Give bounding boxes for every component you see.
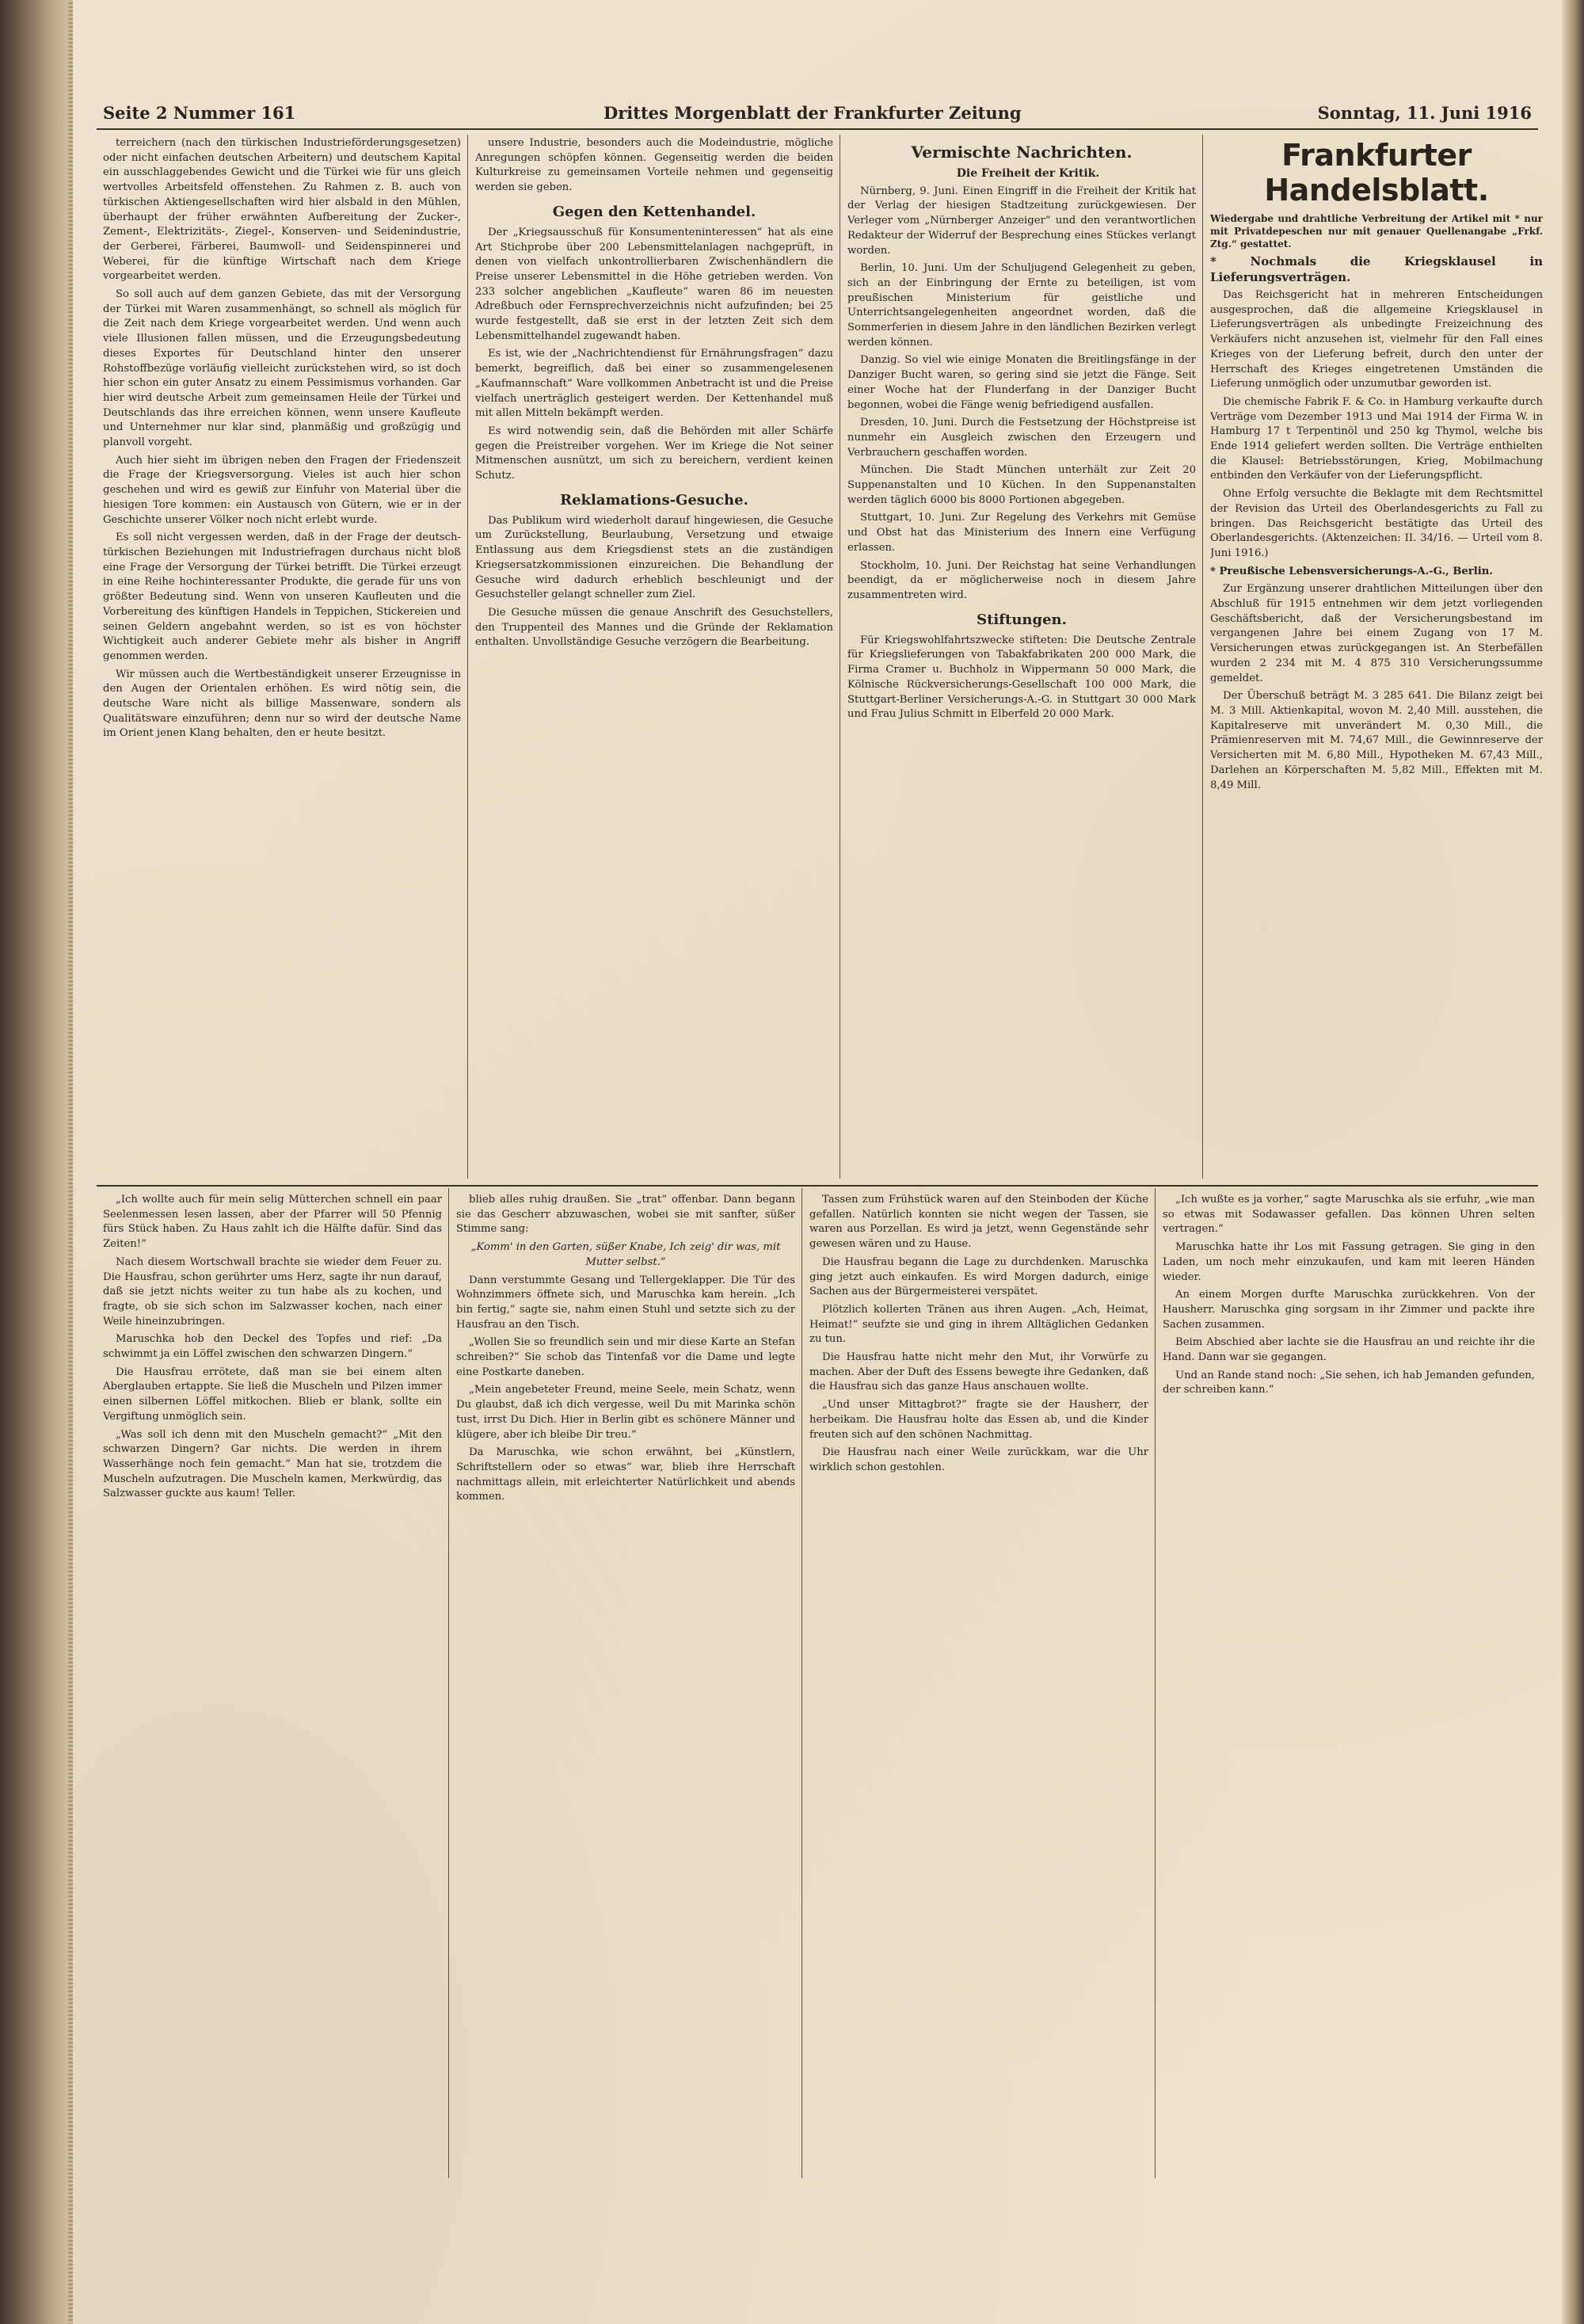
header-page-number: Seite 2 Nummer 161 bbox=[103, 103, 296, 123]
column-3-vermischte-nachrichten bbox=[847, 136, 1196, 1178]
article-subtitle-kritik: Die Freiheit der Kritik. bbox=[956, 167, 1100, 180]
col4-paragraph: Ohne Erfolg versuchte die Beklagte mit dem Rechtsmittel der Revision das Urteil des Oberlandesgerichts zu Fall zu bringen. Das Reichsgericht bestätigte das Urteil des Oberlandesgerichts. (Aktenzeichen: II. 34/16. — Urteil vom 8. Juni 1916.) bbox=[1210, 488, 1543, 559]
reprint-notice: Wiedergabe und drahtliche Verbreitung der Artikel mit * nur mit Privatdepeschen nur mit genauer Quellenangabe „Frkf. Ztg.“ gestattet. bbox=[1210, 213, 1543, 250]
story-paragraph: Maruschka hatte ihr Los mit Fassung getragen. Sie ging in den Laden, um noch mehr einzukaufen, und kam mit leeren Händen wieder. bbox=[1163, 1241, 1535, 1283]
handelsblatt-masthead: Frankfurter Handelsblatt. bbox=[1264, 138, 1489, 208]
col2-paragraph: unsere Industrie, besonders auch die Modeindustrie, mögliche Anregungen schöpfen können. Gegenseitig werden die beiden Kulturkreise zu gemeinsamen Vorteile nehmen und gegenseitig werden sie geben. bbox=[475, 137, 833, 194]
story-paragraph: „Und unser Mittagbrot?“ fragte sie der Hausherr, der herbeikam. Die Hausfrau holte das Essen ab, und die Kinder freuten sich auf den schönen Nachmittag. bbox=[809, 1399, 1148, 1441]
story-paragraph: Und an Rande stand noch: „Sie sehen, ich hab Jemanden gefunden, der schreiben kann.“ bbox=[1163, 1369, 1535, 1396]
story-paragraph: Beim Abschied aber lachte sie die Hausfrau an und reichte ihr die Hand. Dann war sie gegangen. bbox=[1163, 1336, 1535, 1364]
col2-paragraph: Die Gesuche müssen die genaue Anschrift des Gesuchstellers, den Truppenteil des Mannes und die Gründe der Reklamation enthalten. Unvollständige Gesuche verzögern die Bearbeitung. bbox=[475, 606, 833, 649]
story-paragraph: An einem Morgen durfte Maruschka zurückkehren. Von der Hausherr. Maruschka ging sorgsam in ihr Zimmer und packte ihre Sachen zusammen. bbox=[1163, 1289, 1535, 1331]
page-right-edge bbox=[1562, 0, 1584, 2324]
news-item: Dresden, 10. Juni. Durch die Festsetzung der Höchstpreise ist nunmehr ein Ausgleich zwischen den Erzeugern und Verbrauchern geschaffen worden. bbox=[847, 417, 1196, 459]
book-binding-edge bbox=[0, 0, 73, 2324]
column-divider bbox=[467, 135, 468, 1179]
feuilleton-column-2 bbox=[456, 1193, 795, 2175]
col4-paragraph: Zur Ergänzung unserer drahtlichen Mitteilungen über den Abschluß für 1915 entnehmen wir dem jetzt vorliegenden Geschäftsbericht, daß der Versicherungsbestand im vergangenen Jahre bei einem Zugang von 17 M. Versicherungen etwas zurückgegangen ist. An Sterbefällen wurden 2 234 mit M. 4 875 310 Versicherungssumme gemeldet. bbox=[1210, 583, 1543, 684]
article-title-kriegsklausel: * Nochmals die Kriegsklausel in Lieferungsverträgen. bbox=[1210, 254, 1543, 284]
col2-paragraph: Es wird notwendig sein, daß die Behörden mit aller Schärfe gegen die Preistreiber vorgehen. Wer im Kriege die Not seiner Mitmenschen ausnützt, um sich zu bereichern, verdient keinen Schutz. bbox=[475, 425, 833, 482]
col1-paragraph: terreichern (nach den türkischen Industrieförderungsgesetzen) oder nicht einfachen deutschen Arbeitern) und deutschem Kapital ein ausschlaggebendes Gewicht und die Türkei wie für uns gleich wertvolles Arbeitsfeld offenstehen. Zu Rahmen z. B. auch von türkischen Aktiengesellschaften wird hier alsbald in den Mühlen, überhaupt der früher erwähnten Aufbereitung der Zucker-, Zement-, Elektrizitäts-, Ziegel-, Konserven- und Seidenindustrie, der Gerberei, Färberei, Baumwoll- und Seidenspinnerei und Weberei, für die künftige Wirtschaft nach dem Kriege vorgearbeitet werden. bbox=[103, 137, 461, 283]
news-item: München. Die Stadt München unterhält zur Zeit 20 Suppenanstalten und 10 Küchen. In den Suppenanstalten werden täglich 6000 bis 8000 Portionen abgegeben. bbox=[847, 464, 1196, 506]
article-title-reklamations: Reklamations-Gesuche. bbox=[560, 491, 748, 509]
story-paragraph: „Ich wußte es ja vorher,“ sagte Maruschka als sie erfuhr, „wie man so etwas mit Sodawasser gefallen. Das können Uhren selten vertragen.“ bbox=[1163, 1194, 1535, 1236]
story-paragraph: „Mein angebeteter Freund, meine Seele, mein Schatz, wenn Du glaubst, daß ich dich vergesse, weil Du mit Marinka schön tust, irrst Du Dich. Hier in Berlin gibt es schönere Männer und klügere, aber ich bleibe Dir treu.“ bbox=[456, 1384, 795, 1441]
story-paragraph: „Was soll ich denn mit den Muscheln gemacht?“ „Mit den schwarzen Dingern? Gar nichts. Die werden in ihrem Wasserhänge noch fein gemacht.“ Man hat sie, trotzdem die Muscheln aufzutragen. Die Muscheln kamen, Merkwürdig, das Salzwasser guckte aus kaum! Teller. bbox=[103, 1428, 442, 1500]
story-verse: „Komm' in den Garten, süßer Knabe, Ich zeig' dir was, mit Mutter selbst.“ bbox=[470, 1241, 781, 1268]
col1-paragraph: Auch hier sieht im übrigen neben den Fragen der Friedenszeit die Frage der Kriegsversorgung. Vieles ist auch hier schon geschehen und wird es gewiß zur Einfuhr von Material über die hiesigen Tore kommen: ein Austausch von Gütern, wie er in der Geschichte unserer Völker noch nicht erlebt wurde. bbox=[103, 454, 461, 526]
news-item: Für Kriegswohlfahrtszwecke stifteten: Die Deutsche Zentrale für Kriegslieferungen von Tabakfabrikaten 200 000 Mark, die Firma Cramer u. Buchholz in Wippermann 50 000 Mark, die Kölnische Rückversicherungs-Gesellschaft 100 000 Mark, die Stuttgart-Berliner Versicherungs-A.-G. in Stuttgart 30 000 Mark und Frau Julius Schmitt in Elberfeld 20 000 Mark. bbox=[847, 634, 1196, 721]
column-4-handelsblatt bbox=[1210, 136, 1543, 1178]
news-item: Berlin, 10. Juni. Um der Schuljugend Gelegenheit zu geben, sich an der Einbringung der Ernte zu beteiligen, ist vom preußischen Ministerium für geistliche und Unterrichtsangelegenheiten angeordnet worden, daß die Sommerferien in diesem Jahre in den ländlichen Bezirken verlegt werden können. bbox=[847, 262, 1196, 349]
column-1-turkey-trade bbox=[103, 136, 461, 1178]
section-title-vermischte: Vermischte Nachrichten. bbox=[911, 143, 1133, 162]
col2-paragraph: Es ist, wie der „Nachrichtendienst für Ernährungsfragen“ dazu bemerkt, begreiflich, daß bei einer so zusammengelesenen „Kaufmannschaft“ Ware vollkommen Anbetracht ist und die Preise vielfach unerträglich gesteigert werden. Der Kettenhandel muß mit allen Mitteln bekämpft werden. bbox=[475, 348, 833, 420]
col2-paragraph: Das Publikum wird wiederholt darauf hingewiesen, die Gesuche um Zurückstellung, Beurlaubung, Versetzung und etwaige Entlassung aus dem Kriegsdienst stets an die zuständigen Kriegsersatzkommissionen einzureichen. Die Behandlung der Gesuche wird dadurch erheblich beschleunigt und der Gesuchsteller gelangt schneller zum Ziel. bbox=[475, 514, 833, 601]
news-item: Danzig. So viel wie einige Monaten die Breitlingsfänge in der Danziger Bucht waren, so gering sind sie jetzt die Fänge. Seit einer Woche hat der Flunderfang in der Danziger Bucht begonnen, wobei die Fänge wenig befriedigend ausfallen. bbox=[847, 354, 1196, 411]
col4-paragraph: Das Reichsgericht hat in mehreren Entscheidungen ausgesprochen, daß die allgemeine Kriegsklausel in Lieferungsverträgen als unbedingte Freizeichnung des Verkäufers nicht anzusehen ist, vielmehr für den Fall eines Krieges von der Lieferung befreit, durch den unter der Herrschaft des Krieges eingetretenen Umständen die Lieferung unmöglich oder unzumutbar geworden ist. bbox=[1210, 289, 1543, 391]
article-title-lebensversicherung: * Preußische Lebensversicherungs-A.-G., Berlin. bbox=[1210, 565, 1493, 577]
story-paragraph: „Wollen Sie so freundlich sein und mir diese Karte an Stefan schreiben?“ Sie schob das Tintenfaß vor die Dame und legte eine Postkarte daneben. bbox=[456, 1336, 795, 1378]
header-date: Sonntag, 11. Juni 1916 bbox=[1317, 103, 1532, 123]
col4-paragraph: Die chemische Fabrik F. & Co. in Hamburg verkaufte durch Verträge vom Dezember 1913 und Mai 1914 der Firma W. in Hamburg 17 t Terpentinöl und 250 kg Thymol, welche bis Ende 1914 geliefert werden sollten. Die Verträge enthielten die Klausel: Betriebsstörungen, Krieg, Mobilmachung entbinden den Verkäufer von der Lieferungspflicht. bbox=[1210, 395, 1543, 482]
news-item: Stuttgart, 10. Juni. Zur Regelung des Verkehrs mit Gemüse und Obst hat das Ministerium des Innern eine Verfügung erlassen. bbox=[847, 512, 1196, 554]
col4-paragraph: Der Überschuß beträgt M. 3 285 641. Die Bilanz zeigt bei M. 3 Mill. Aktienkapital, wovon M. 2,40 Mill. ausstehen, die Kapitalreserve mit unverändert M. 0,30 Mill., die Prämienreserven mit M. 74,67 Mill., die Gewinnreserve der Versicherten mit M. 6,80 Mill., Hypotheken M. 67,43 Mill., Darlehen an Körperschaften M. 5,82 Mill., Effekten mit M. 8,49 Mill. bbox=[1210, 690, 1543, 791]
news-item: Nürnberg, 9. Juni. Einen Eingriff in die Freiheit der Kritik hat der Verlag der hiesigen Stadtzeitung zurückgewiesen. Der Verleger vom „Nürnberger Anzeiger“ und den verantwortlichen Redakteur der Widerruf der Besprechung eines Stückes verlangt worden. bbox=[847, 185, 1196, 257]
column-divider bbox=[1155, 1188, 1156, 2178]
newspaper-page bbox=[73, 0, 1562, 2324]
story-paragraph: Plötzlich kollerten Tränen aus ihren Augen. „Ach, Heimat, Heimat!“ seufzte sie und ging in ihrem Alltäglichen Gedanken zu tun. bbox=[809, 1303, 1148, 1346]
story-paragraph: Die Hausfrau hatte nicht mehr den Mut, ihr Vorwürfe zu machen. Aber der Duft des Essens bewegte ihre Gedanken, daß die Hausfrau sich das ganze Haus anschauen wollte. bbox=[809, 1351, 1148, 1393]
story-paragraph: Die Hausfrau errötete, daß man sie bei einem alten Aberglauben ertappte. Sie ließ die Muscheln und Pilzen immer einen silbernen Löffel mitkochen. Blieb er blank, sollte ein Vergiftung unmöglich sein. bbox=[103, 1366, 442, 1423]
col1-paragraph: Es soll nicht vergessen werden, daß in der Frage der deutsch-türkischen Beziehungen mit Industriefragen durchaus nicht bloß eine Frage der Versorgung der Türkei betrifft. Die Türkei erzeugt in eine Reihe hochinteressanter Produkte, die gerade für uns von größter Bedeutung sind. Wenn von unseren Kaufleuten und die Vorbereitung des künftigen Handels in Teppichen, Stickereien und seinen Geldern angebahnt werden, so ist es von höchster Wichtigkeit auch anderer Gebiete mehr als bisher in Angriff genommen werden. bbox=[103, 531, 461, 662]
column-2-kettenhandel bbox=[475, 136, 833, 1178]
page-header bbox=[97, 101, 1538, 130]
story-paragraph: Die Hausfrau nach einer Weile zurückkam, war die Uhr wirklich schon gestohlen. bbox=[809, 1446, 1148, 1473]
column-divider bbox=[1202, 135, 1203, 1179]
feuilleton-column-3 bbox=[809, 1193, 1148, 2175]
story-paragraph: Die Hausfrau begann die Lage zu durchdenken. Maruschka ging jetzt auch einkaufen. Es wird Morgen dadurch, einige Sachen aus der Bürgermeisterei verspätet. bbox=[809, 1255, 1148, 1298]
story-paragraph: Dann verstummte Gesang und Tellergeklapper. Die Tür des Wohnzimmers öffnete sich, und Maruschka kam herein. „Ich bin fertig,“ sagte sie, nahm einen Stuhl und setzte sich zu der Hausfrau an den Tisch. bbox=[456, 1274, 795, 1331]
col2-paragraph: Der „Kriegsausschuß für Konsumenteninteressen“ hat als eine Art Stichprobe über 200 Lebensmittelanlagen nachgeprüft, in denen von vielfach unkontrollierbaren Zwischenhändlern die Preise unserer Lebensmittel in die Höhe getrieben werden. Von 233 solcher angeblichen „Kaufleute“ waren 86 im neuesten Adreßbuch oder Fernsprechverzeichnis nicht aufzufinden; bei 25 wurde festgestellt, daß sie erst in der letzten Zeit sich dem Lebensmittelhandel zugewandt haben. bbox=[475, 226, 833, 342]
news-item: Stockholm, 10. Juni. Der Reichstag hat seine Verhandlungen beendigt, da er möglicherweise noch in diesem Jahre zusammentreten wird. bbox=[847, 559, 1196, 601]
header-newspaper-title: Drittes Morgenblatt der Frankfurter Zeitung bbox=[604, 103, 1022, 123]
feuilleton-column-1 bbox=[103, 1193, 442, 2175]
feuilleton-column-4 bbox=[1163, 1193, 1535, 2175]
col1-paragraph: Wir müssen auch die Wertbeständigkeit unserer Erzeugnisse in den Augen der Orientalen erhöhen. Es wird nötig sein, die deutsche Ware nicht als billige Massenware, sondern als Qualitätsware einzuführen; denn nur so wird der deutsche Name im Orient jenen Klang behalten, den er heute besitzt. bbox=[103, 668, 461, 740]
column-divider bbox=[448, 1188, 449, 2178]
story-paragraph: „Ich wollte auch für mein selig Mütterchen schnell ein paar Seelenmessen lesen lassen, aber der Pfarrer will 50 Pfennig fürs Stück haben. Zu Haus zahlt ich die Hälfte dafür. Sind das Zeiten!“ bbox=[103, 1194, 442, 1251]
story-paragraph: blieb alles ruhig draußen. Sie „trat“ offenbar. Dann begann sie das Gescherr abzuwaschen, wobei sie mit sanfter, süßer Stimme sang: bbox=[456, 1194, 795, 1236]
feuilleton-divider bbox=[97, 1185, 1538, 1187]
story-paragraph: Maruschka hob den Deckel des Topfes und rief: „Da schwimmt ja ein Löffel zwischen den schwarzen Dingern.“ bbox=[103, 1333, 442, 1361]
col1-paragraph: So soll auch auf dem ganzen Gebiete, das mit der Versorgung der Türkei mit Waren zusammenhängt, so schnell als möglich für die Zeit nach dem Kriege vorgearbeitet werden. Und wenn auch viele Illusionen fallen müssen, und die Erzeugungsbedeutung dieses Exportes für Deutschland hinter den unserer Rohstoffbezüge vorläufig vielleicht zurückstehen wird, so ist doch hier schon ein guter Ansatz zu einem Pessimismus vorhanden. Gar hier wird deutsche Arbeit zum gemeinsamen Heile der Türkei und Deutschlands das ihre erreichen können, wenn unsere Kaufleute und Unternehmer nur klar sind, planmäßig und großzügig und planvoll vorgeht. bbox=[103, 288, 461, 449]
story-paragraph: Nach diesem Wortschwall brachte sie wieder dem Feuer zu. Die Hausfrau, schon gerührter ums Herz, sagte ihr nun darauf, daß sie jetzt nichts weiter zu tun habe als zu kochen, und fragte, ob sie sich schon im Salzwasser kochen, nach einer Weile hineinzubringen. bbox=[103, 1255, 442, 1328]
article-title-kettenhandel: Gegen den Kettenhandel. bbox=[552, 203, 756, 220]
section-title-stiftungen: Stiftungen. bbox=[977, 611, 1067, 628]
story-paragraph: Tassen zum Frühstück waren auf den Steinboden der Küche gefallen. Natürlich konnten sie nicht wegen der Tassen, sie waren aus Porzellan. Es wird ja jetzt, wenn Gegenstände sehr gewesen wären und zu Hause. bbox=[809, 1194, 1148, 1251]
story-paragraph: Da Maruschka, wie schon erwähnt, bei „Künstlern, Schriftstellern oder so etwas“ war, blieb ihre Herrschaft nachmittags allein, mit erleichterter Natürlichkeit und abends kommen. bbox=[456, 1446, 795, 1503]
